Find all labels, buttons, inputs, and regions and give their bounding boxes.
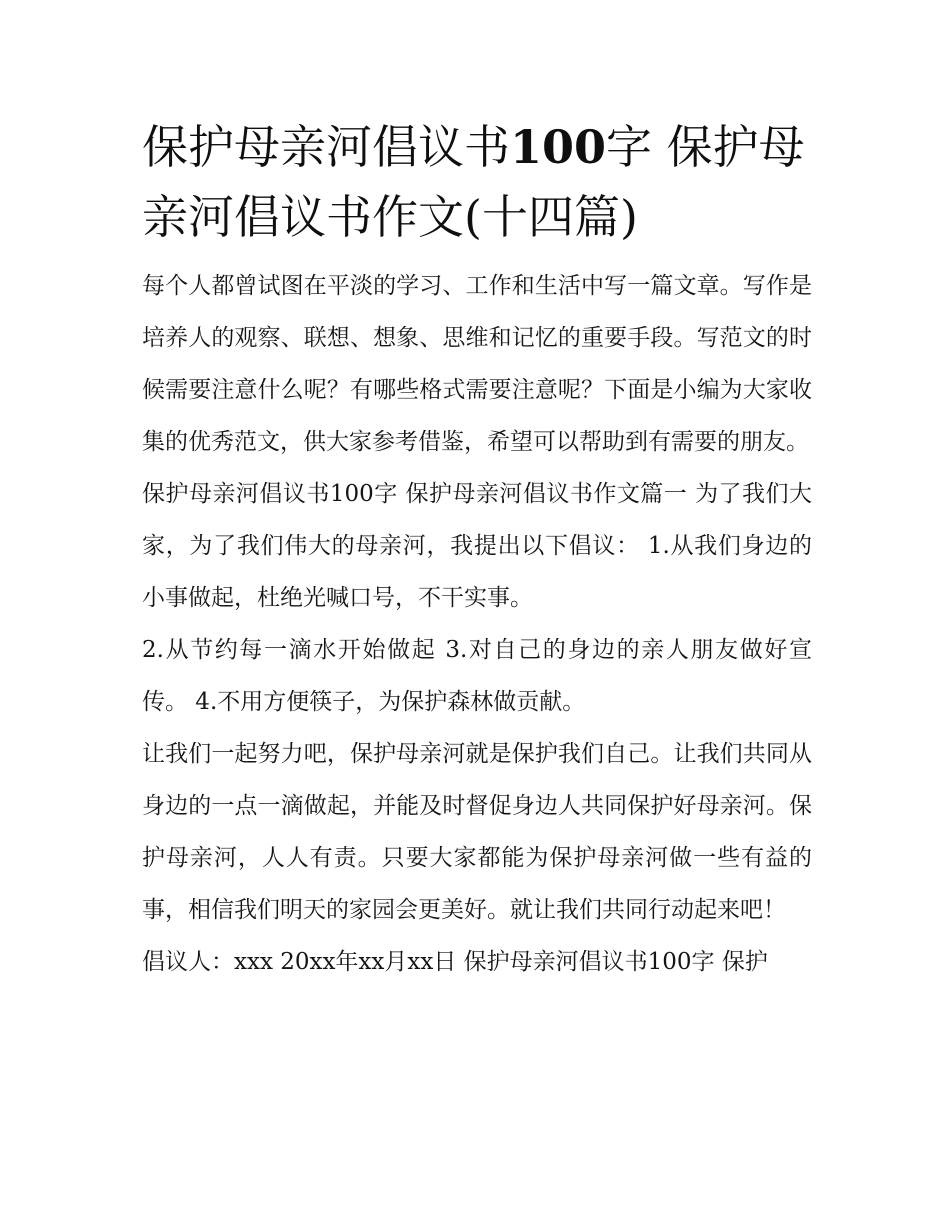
paragraph-call-to-action: 让我们一起努力吧，保护母亲河就是保护我们自己。让我们共同从身边的一点一滴做起，并能及时督促身边人共同保护好母亲河。保护母亲河，人人有责。只要大家都能为保护母亲河做一些有益的事，相信我们明天的家园会更美好。就让我们共同行动起来吧！ xyxy=(142,741,812,923)
title-number: 100 xyxy=(510,120,607,174)
paragraph-intro: 每个人都曾试图在平淡的学习、工作和生活中写一篇文章。写作是培养人的观察、联想、想象、思维和记忆的重要手段。写范文的时候需要注意什么呢？有哪些格式需要注意呢？下面是小编为大家收集的优秀范文，供大家参考借鉴，希望可以帮助到有需要的朋友。 xyxy=(142,273,812,455)
document-title: 保护母亲河倡议书100字 保护母亲河倡议书作文(十四篇) xyxy=(142,120,805,244)
paragraph-signature: 倡议人：xxx 20xx年xx月xx日 保护母亲河倡议书100字 保护 xyxy=(142,949,768,975)
document-body xyxy=(142,112,812,988)
paragraph-section-one: 保护母亲河倡议书100字 保护母亲河倡议书作文篇一 为了我们大家，为了我们伟大的母亲河，我提出以下倡议： 1.从我们身边的小事做起，杜绝光喊口号，不干实事。 xyxy=(142,481,812,611)
paragraph-proposals: 2.从节约每一滴水开始做起 3.对自己的身边的亲人朋友做好宣传。 4.不用方便筷子，为保护森林做贡献。 xyxy=(142,637,812,715)
